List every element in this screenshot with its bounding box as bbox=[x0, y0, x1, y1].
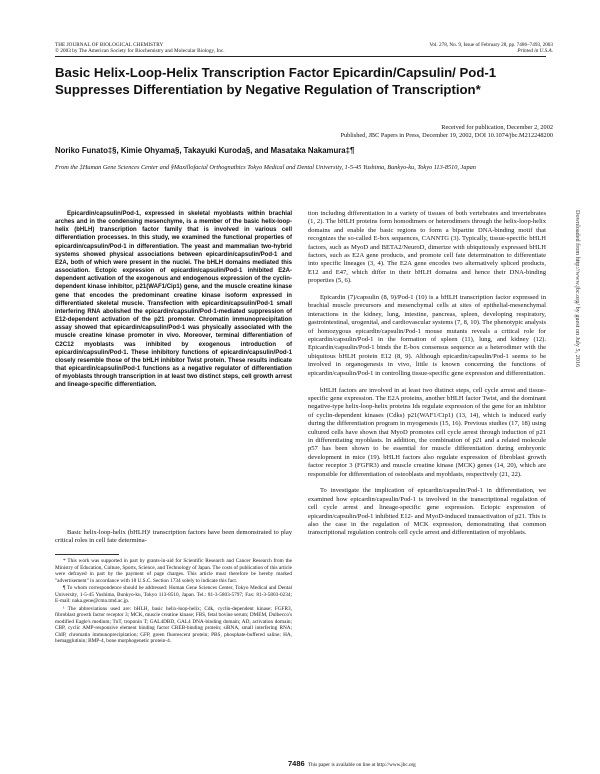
footnote-funding: * This work was supported in part by grants-in-aid for Scientific Research and Cancer Research from the Ministry of Education, Culture, Sports, Science, and Technology of Japan. The costs of publication of this article were defrayed in part by the payment of page charges. This article must therefore be hereby marked "advertisement" in accordance with 18 U.S.C. Section 1734 solely to indicate this fact. bbox=[55, 558, 292, 584]
journal-header-left bbox=[55, 42, 225, 55]
body-paragraph: tion including differentiation in a variety of tissues of both vertebrates and invertebrates (1, 2). The bHLH proteins form homodimers or heterodimers through the helix-loop-helix domains and enable the basic regions to form a bipartite DNA-binding motif that recognizes the so-called E-box sequences, CANNTG (3). Typically, tissue-specific bHLH factors, such as MyoD and BETA2/NeuroD, dimerize with ubiquitously expressed bHLH factors, such as E2A gene products, and promote cell fate determination to differentiate into specific lineages (3, 4). The E2A gene encodes two alternatively spliced products, E12 and E47, which differ in their bHLH domains and hence their DNA-binding properties (5, 6). bbox=[308, 210, 546, 285]
received-line: Received for publication, December 2, 2002 bbox=[441, 124, 553, 131]
footnotes bbox=[55, 558, 292, 646]
printed-line: Printed in U.S.A. bbox=[517, 48, 553, 55]
affiliation: From the ‡Human Gene Sciences Center and §Maxillofacial Orthognathics Tokyo Medical and Dental University, 1-5-45 Yushima, Bunkyo-ku, Tokyo 113-8510, Japan bbox=[55, 164, 476, 171]
footnote-rule bbox=[55, 554, 119, 555]
received-dates bbox=[340, 124, 553, 140]
article-title: Basic Helix-Loop-Helix Transcription Factor Epicardin/Capsulin/ Pod-1 Suppresses Differentiation by Negative Regulation of Transcription* bbox=[55, 65, 497, 97]
download-stamp bbox=[572, 210, 582, 600]
body-right-column bbox=[308, 210, 546, 546]
abstract: Epicardin/capsulin/Pod-1, expressed in skeletal myoblasts within brachial arches and in the condensing mesenchyme, is a member of the basic helix-loop-helix (bHLH) transcription factor family that is involved in various cell differentiation processes. In this study, we examined the functional properties of epicardin/capsulin/Pod-1 in differentiation. The yeast and mammalian two-hybrid systems showed physical associations between epicardin/capsulin/Pod-1 and E2A, both of which were present in the nuclei. The bHLH domains mediated this association. Ectopic expression of epicardin/capsulin/Pod-1 inhibited E2A-dependent activation of the exogenous and endogenous expression of the cyclin-dependent kinase inhibitor, p21(WAF1/Cip1) gene, and the muscle creatine kinase gene that encodes the predominant creatine kinase isoform expressed in differentiated skeletal muscle. Transfection with epicardin/capsulin/Pod-1 small interfering RNA abolished the epicardin/capsulin/Pod-1-mediated suppression of E12-dependent activation of the p21 promoter. Chromatin immunoprecipitation assay showed that epicardin/capsulin/Pod-1 was physically associated with the muscle creatine kinase promoter in vivo. Moreover, terminal differentiation of C2C12 myoblasts was inhibited by exogenous introduction of epicardin/capsulin/Pod-1. These inhibitory functions of epicardin/capsulin/Pod-1 closely resemble those of the bHLH inhibitor Twist protein. These results indicate that epicardin/capsulin/Pod-1 functions as a negative regulator of differentiation of myoblasts through transcription in at least two distinct steps, cell growth arrest and lineage-specific differentiation. bbox=[55, 211, 292, 389]
intro-paragraph: Basic helix-loop-helix (bHLH)¹ transcription factors have been demonstrated to play critical roles in cell fate determina- bbox=[55, 529, 292, 545]
author-list: Noriko Funato‡§, Kimie Ohyama§, Takayuki Kuroda§, and Masataka Nakamura‡¶ bbox=[55, 146, 355, 155]
page-number: 7486 bbox=[288, 759, 305, 768]
journal-header-right bbox=[429, 42, 553, 55]
body-paragraph: bHLH factors are involved in at least two distinct steps, cell cycle arrest and tissue-specific gene expression. The E2A proteins, another bHLH factor Twist, and the dominant negative-type helix-loop-helix proteins Ids regulate expression of the gene for an inhibitor of cyclin-dependent kinases (Cdks) p21(WAF1/Cip1) (13, 14), which is induced early during the differentiation program in myogenesis (15, 16). Previous studies (17, 18) using cultured cells have shown that MyoD promotes cell cycle arrest through induction of p21 in differentiating myoblasts. In addition, the combination of p21 and a related molecule p57 has been shown to be essential for muscle differentiation during embryonic development in mice (19). bHLH factors also regulate expression of fibroblast growth factor receptor 3 (FGFR3) and muscle creatine kinase (MCK) genes (14, 20), which are responsible for differentiation of osteoblasts and myoblasts, respectively (21, 22). bbox=[308, 386, 546, 478]
footnote-abbreviations: ¹ The abbreviations used are: bHLH, basic helix-loop-helix; Cdk, cyclin-dependent kinase; FGFR3, fibroblast growth factor receptor 3; MCK, muscle creatine kinase; FBS, fetal bovine serum; DMEM, Dulbecco's modified Eagle's medium; TnT, troponin T; GAL4DBD, GAL4 DNA-binding domain; AD, activation domain; CBP, cyclic AMP-responsive element binding factor CREB-binding protein; siRNA, small interfering RNA; ChIP, chromatin immunoprecipitation; GFP, green fluorescent protein; PBS, phosphate-buffered saline; HA, hemagglutinin; BMP-4, bone morphogenetic protein-4. bbox=[55, 605, 292, 644]
body-paragraph: Epicardin (7)/capsulin (8, 9)/Pod-1 (10) is a bHLH transcription factor expressed in brachial muscle precursors and mesenchymal cells at sites of epithelial-mesenchymal interactions in the kidney, lung, intestine, pancreas, spleen, developing respiratory, gastrointestinal, urogenital, and cardiovascular systems (7, 8, 10). The phenotypic analysis of homozygous epicardin/capsulin/Pod-1 mouse mutants reveals a critical role for epicardin/capsulin/Pod-1 in the formation of spleen (11), lung, and kidney (12). Epicardin/capsulin/Pod-1 binds the E-box consensus sequence as a heterodimer with the ubiquitous bHLH protein E12 (8, 9). Although epicardin/capsulin/Pod-1 seems to be involved in organogenesis in vivo, little is known concerning the functions of epicardin/capsulin/Pod-1 in controlling tissue-specific gene expression and differentiation. bbox=[308, 294, 546, 377]
body-paragraph: To investigate the implication of epicardin/capsulin/Pod-1 in differentiation, we examined how epicardin/capsulin/Pod-1 is involved in the transcriptional regulation of cell cycle arrest and lineage-specific gene expression. Ectopic expression of epicardin/capsulin/Pod-1 inhibited E12- and MyoD-induced transactivation of p21. This is also the case in the regulation of MCK expression, demonstrating that common transcriptional regulation controls cell cycle arrest and differentiation of myoblasts. bbox=[308, 487, 546, 537]
header-rule bbox=[55, 56, 546, 57]
published-line: Published, JBC Papers in Press, December 19, 2002, DOI 10.1074/jbc.M212248200 bbox=[340, 132, 553, 140]
volume-line: Vol. 278, No. 9, Issue of February 28, pp. 7486–7493, 2003 bbox=[429, 42, 553, 48]
online-note: This paper is available on line at http://www.jbc.org bbox=[308, 762, 416, 768]
download-stamp-text: Downloaded from http://www.jbc.org/ by guest on July 5, 2016 bbox=[574, 210, 581, 368]
footnote-correspondence: ¶ To whom correspondence should be addressed: Human Gene Sciences Center, Tokyo Medical and Dental University, 1-5-45 Yushima, Bunkyo-ku, Tokyo 113-8510, Japan. Tel.: 81-3-5803-5797; Fax: 81-3-5803-0234; E-mail: naka.gene@cmn.tmd.ac.jp. bbox=[55, 585, 292, 604]
journal-name: THE JOURNAL OF BIOLOGICAL CHEMISTRY bbox=[55, 42, 164, 48]
copyright-line: © 2003 by The American Society for Biochemistry and Molecular Biology, Inc. bbox=[55, 48, 225, 55]
